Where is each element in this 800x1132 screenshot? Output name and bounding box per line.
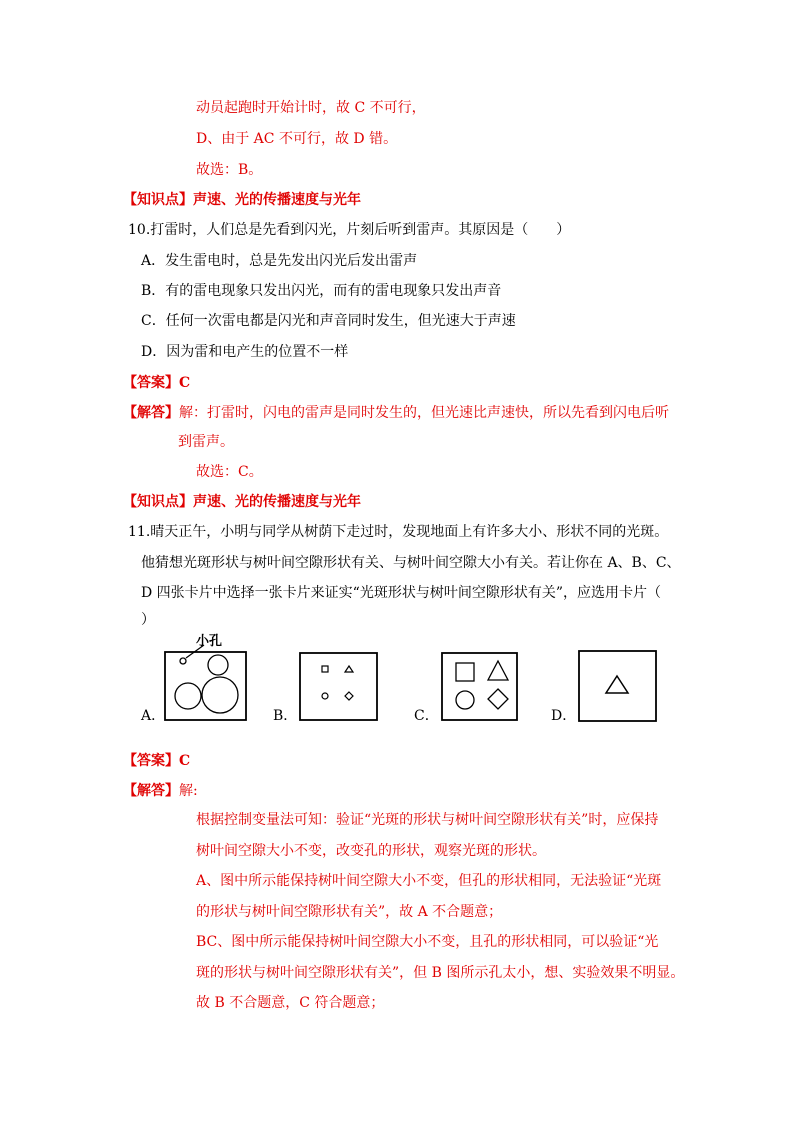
prev-solution-line-2: D、由于 AC 不可行，故 D 错。 xyxy=(196,131,398,147)
card-c-square xyxy=(456,663,474,681)
knowledge-point-2 xyxy=(123,492,361,512)
q11-solution-line-7: 故 B 不合题意，C 符合题意； xyxy=(196,995,385,1011)
q10-option-c: C．任何一次雷电都是闪光和声音同时发生，但光速大于声速 xyxy=(141,313,516,329)
card-b-small-circle xyxy=(322,693,328,699)
solution-tag: 【解答】 xyxy=(123,783,179,799)
q11-stem-line-1: 11.晴天正午，小明与同学从树荫下走过时，发现地面上有许多大小、形状不同的光斑。 xyxy=(128,524,669,540)
card-d-triangle xyxy=(606,676,628,693)
q10-option-d: D．因为雷和电产生的位置不一样 xyxy=(141,344,349,360)
q11-solution-line-6: 斑的形状与树叶间空隙形状有关”，但 B 图所示孔太小，想、实验效果不明显。 xyxy=(196,965,685,981)
knowledge-point-text: 声速、光的传播速度与光年 xyxy=(193,494,361,510)
card-c-circle xyxy=(456,691,474,709)
q10-option-a: A．发生雷电时，总是先发出闪光后发出雷声 xyxy=(141,253,418,269)
solution-tag: 【解答】 xyxy=(123,405,179,421)
q11-answer xyxy=(123,751,190,771)
solution-text: 解：打雷时，闪电的雷声是同时发生的，但光速比声速快，所以先看到闪电后听 xyxy=(179,405,669,421)
knowledge-point-text: 声速、光的传播速度与光年 xyxy=(193,192,361,208)
knowledge-point-1 xyxy=(123,190,361,210)
card-b-small-diamond xyxy=(345,692,353,700)
card-a-small-circle xyxy=(180,658,186,664)
card-d-frame xyxy=(579,651,656,721)
card-c-frame xyxy=(442,653,517,720)
card-b xyxy=(298,652,380,722)
card-b-small-triangle xyxy=(345,666,353,672)
card-d-label: D． xyxy=(551,708,577,724)
q11-solution-line-2: 树叶间空隙大小不变，改变孔的形状，观察光斑的形状。 xyxy=(196,843,546,859)
card-c-diamond xyxy=(488,689,508,709)
card-d xyxy=(577,650,659,722)
solution-head-text: 解: xyxy=(179,783,198,799)
prev-solution-line-1: 动员起跑时开始计时，故 C 不可行， xyxy=(196,100,426,116)
card-a-medium-circle xyxy=(208,655,228,675)
card-a-large-circle xyxy=(175,683,201,709)
card-c-triangle xyxy=(488,661,508,680)
answer-value: C xyxy=(179,753,191,769)
card-c-label: C． xyxy=(414,708,439,724)
q11-solution-line-4: 的形状与树叶间空隙形状有关”，故 A 不合题意； xyxy=(196,904,503,920)
q11-solution-head xyxy=(123,781,198,801)
card-b-small-square xyxy=(322,666,328,672)
q10-stem: 10.打雷时，人们总是先看到闪光，片刻后听到雷声。其原因是（ ） xyxy=(128,222,571,238)
card-c xyxy=(440,652,520,722)
q11-solution-line-1: 根据控制变量法可知：验证“光斑的形状与树叶间空隙形状有关”时，应保持 xyxy=(196,812,659,828)
q10-answer xyxy=(123,373,190,393)
answer-tag: 【答案】 xyxy=(123,753,179,769)
card-b-frame xyxy=(300,653,377,720)
q10-option-b: B．有的雷电现象只发出闪光，而有的雷电现象只发出声音 xyxy=(141,283,502,299)
card-a-frame xyxy=(165,652,246,720)
q10-solution-line-1 xyxy=(123,403,669,423)
answer-tag: 【答案】 xyxy=(123,375,179,391)
q10-solution-line-2: 到雷声。 xyxy=(178,434,234,450)
q11-solution-line-3: A、图中所示能保持树叶间空隙大小不变，但孔的形状相同，无法验证“光斑 xyxy=(196,873,662,889)
knowledge-point-tag: 【知识点】 xyxy=(123,192,193,208)
card-b-label: B． xyxy=(273,708,298,724)
card-a-largest-circle xyxy=(202,677,238,713)
q10-solution-line-3: 故选：C。 xyxy=(196,464,263,480)
q11-stem-line-4: ） xyxy=(141,612,155,628)
q11-stem-line-2: 他猜想光斑形状与树叶间空隙形状有关、与树叶间空隙大小有关。若让你在 A、B、C、 xyxy=(141,555,681,571)
card-a-label: A． xyxy=(141,708,166,724)
prev-solution-line-3: 故选：B。 xyxy=(196,162,263,178)
q11-solution-line-5: BC、图中所示能保持树叶间空隙大小不变，且孔的形状相同，可以验证“光 xyxy=(196,934,659,950)
hole-label: 小孔 xyxy=(196,634,223,649)
answer-value: C xyxy=(179,375,191,391)
knowledge-point-tag: 【知识点】 xyxy=(123,494,193,510)
q11-stem-line-3: D 四张卡片中选择一张卡片来证实“光斑形状与树叶间空隙形状有关”，应选用卡片（ xyxy=(141,585,661,601)
